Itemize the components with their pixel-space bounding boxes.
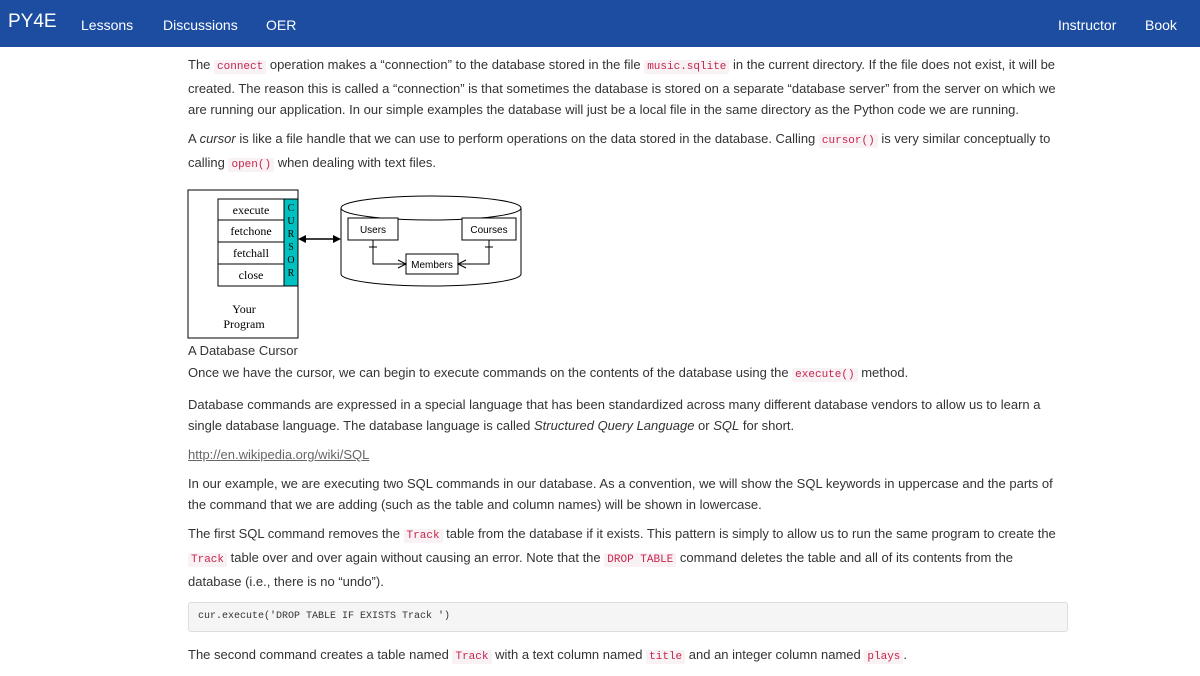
- paragraph-link: [188, 444, 1068, 465]
- inline-code: execute(): [792, 368, 857, 382]
- text: Once we have the cursor, we can begin to execute commands on the contents of the database using the: [188, 365, 793, 380]
- cursor-letter: O: [287, 255, 295, 266]
- command-fetchone: fetchone: [230, 224, 272, 238]
- paragraph-sql-language: [188, 394, 1068, 436]
- inline-code: music.sqlite: [644, 60, 729, 74]
- nav-book[interactable]: Book: [1145, 17, 1177, 33]
- paragraph-drop-table: [188, 523, 1068, 592]
- cursor-letter: R: [287, 229, 295, 240]
- text: operation makes a “connection” to the database stored in the file: [266, 57, 645, 72]
- emphasis: cursor: [199, 131, 236, 146]
- nav-oer[interactable]: OER: [266, 17, 297, 33]
- wikipedia-sql-link[interactable]: http://en.wikipedia.org/wiki/SQL: [188, 447, 370, 462]
- text: .: [903, 647, 908, 662]
- emphasis: SQL: [713, 418, 740, 433]
- paragraph-execute: [188, 362, 1068, 386]
- text: The first SQL command removes the: [188, 526, 404, 541]
- figure-caption: A Database Cursor: [188, 343, 298, 358]
- text: when dealing with text files.: [274, 155, 436, 170]
- program-label-line2: Program: [223, 317, 265, 331]
- paragraph-cursor: [188, 128, 1068, 176]
- database-cursor-diagram: [188, 190, 548, 340]
- paragraph-create-table: [188, 644, 1068, 668]
- inline-code: plays: [864, 650, 903, 664]
- inline-code: cursor(): [819, 134, 878, 148]
- inline-code: title: [646, 650, 685, 664]
- top-navbar: [0, 0, 1200, 47]
- nav-lessons[interactable]: Lessons: [81, 17, 134, 33]
- command-execute: execute: [232, 203, 270, 217]
- nav-instructor[interactable]: Instructor: [1058, 17, 1117, 33]
- cursor-letter: C: [287, 203, 295, 214]
- table-courses-label: Courses: [470, 225, 508, 236]
- paragraph-connect: [188, 54, 1068, 120]
- text: with a text column named: [491, 647, 647, 662]
- paragraph-convention: In our example, we are executing two SQL commands in our database. As a convention, we will show the SQL keywords in uppercase and the parts of the command that we are adding (such as the table and column names) will be shown in lowercase.: [188, 476, 1053, 512]
- text: method.: [857, 365, 909, 380]
- text: A: [188, 131, 200, 146]
- text: table from the database if it exists. This pattern is simply to allow us to run the same program to create the: [442, 526, 1056, 541]
- inline-code: Track: [188, 553, 227, 567]
- database-cursor-figure: [188, 190, 548, 340]
- text: table over and over again without causing an error. Note that the: [227, 550, 605, 565]
- nav-discussions[interactable]: Discussions: [163, 17, 238, 33]
- text: is very similar conceptually to calling: [188, 131, 1051, 170]
- cursor-letter: S: [288, 242, 294, 253]
- inline-code: open(): [228, 158, 274, 172]
- cursor-letter: U: [287, 216, 295, 227]
- lesson-content: [188, 54, 1068, 676]
- inline-code: Track: [404, 529, 443, 543]
- program-label-line1: Your: [232, 302, 256, 316]
- command-fetchall: fetchall: [233, 246, 269, 260]
- text: in the current directory. If the file does not exist, it will be created. The reason this is called a “connection” is that sometimes the database is stored on a separate “database server” from the server on which we are running our application. In our simple examples the database will just be a local file in the same directory as the Python code we are running.: [188, 57, 1056, 117]
- inline-code: connect: [214, 60, 266, 74]
- inline-code: DROP TABLE: [604, 553, 676, 567]
- text: is like a file handle that we can use to perform operations on the data stored in the database. Calling: [235, 131, 819, 146]
- text: for short.: [739, 418, 795, 433]
- inline-code: Track: [452, 650, 491, 664]
- text: command deletes the table and all of its contents from the database (i.e., there is no “undo”).: [188, 550, 1014, 589]
- text: Database commands are expressed in a special language that has been standardized across many different database vendors to allow us to learn a single database language. The database language is called: [188, 397, 1041, 433]
- text: The: [188, 57, 215, 72]
- emphasis: Structured Query Language: [533, 418, 695, 433]
- table-members-label: Members: [411, 260, 453, 271]
- text: and an integer column named: [685, 647, 865, 662]
- text: or: [694, 418, 714, 433]
- cursor-letter: R: [287, 268, 295, 279]
- command-close: close: [238, 268, 264, 282]
- brand-link[interactable]: PY4E: [8, 11, 57, 32]
- code-block: cur.execute('DROP TABLE IF EXISTS Track '): [188, 602, 1068, 632]
- double-arrow-icon: [298, 235, 341, 243]
- table-users-label: Users: [359, 225, 387, 236]
- text: The second command creates a table named: [188, 647, 453, 662]
